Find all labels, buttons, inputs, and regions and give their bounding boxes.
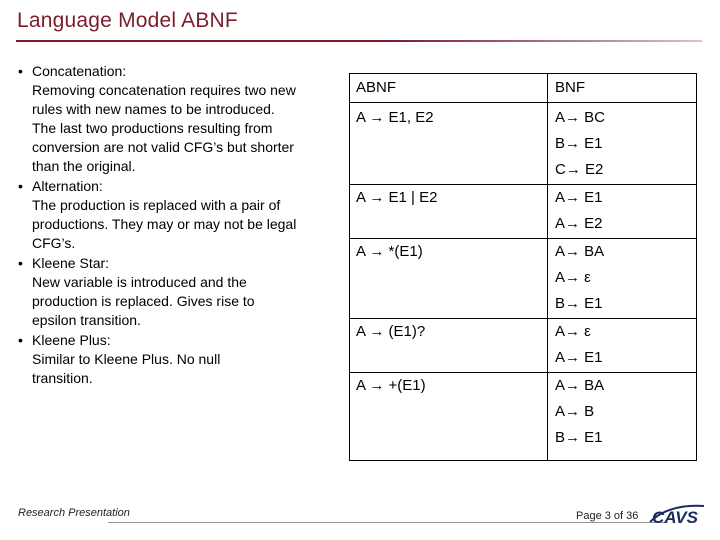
bnf-rule: C→ E2	[555, 161, 604, 178]
bnf-rule: A→ B	[555, 403, 595, 420]
slide-title: Language Model ABNF	[17, 9, 238, 32]
footer-rule	[108, 522, 668, 523]
row-divider	[350, 102, 696, 103]
abnf-alternation: A → E1 | E2	[356, 189, 438, 206]
bnf-rule: A→ BA	[555, 377, 605, 394]
title-underline	[16, 40, 702, 42]
abnf-concatenation: A → E1, E2	[356, 109, 434, 126]
bnf-rule: A→ E2	[555, 215, 603, 232]
bullet-alternation	[16, 177, 316, 253]
abnf-bnf-table	[349, 73, 697, 461]
bnf-rule: B→ E1	[555, 429, 603, 446]
bullet-heading: Kleene Plus:	[32, 332, 111, 348]
bullet-heading: Kleene Star:	[32, 255, 110, 271]
bullet-description: The production is replaced with a pair of productions. They may or may not be legal CFG’s.	[32, 197, 297, 251]
bullet-dot: •	[18, 63, 23, 79]
abnf-kleene-plus: A → +(E1)	[356, 377, 426, 394]
bullet-dot: •	[18, 255, 23, 271]
cavs-logo	[648, 502, 706, 528]
bnf-rule: B→ E1	[555, 135, 603, 152]
bnf-rule: A→ ε	[555, 323, 591, 340]
bullet-kleene-plus	[16, 331, 316, 388]
bnf-rule: A→ BC	[555, 109, 606, 126]
column-divider	[547, 74, 548, 460]
bnf-rule: A→ E1	[555, 189, 603, 206]
bnf-rule: A→ E1	[555, 349, 603, 366]
logo-text: CAVS	[652, 508, 698, 527]
bullet-heading: Alternation:	[32, 178, 103, 194]
bullet-dot: •	[18, 332, 23, 348]
bullet-description: Removing concatenation requires two new rules with new names to be introduced. The last two productions resulting from conversion are not valid CFG’s but shorter than the original.	[32, 82, 296, 174]
bullet-list	[16, 62, 316, 389]
bullet-concatenation	[16, 62, 316, 176]
header-abnf: ABNF	[356, 79, 397, 96]
abnf-optional: A → (E1)?	[356, 323, 426, 340]
bnf-rule: A→ BA	[555, 243, 605, 260]
bullet-description: Similar to Kleene Plus. No null transition.	[32, 351, 221, 386]
bnf-rule: A→ ε	[555, 269, 591, 286]
footer-label: Research Presentation	[18, 507, 130, 519]
bullet-description: New variable is introduced and the production is replaced. Gives rise to epsilon transition.	[32, 274, 255, 328]
bullet-dot: •	[18, 178, 23, 194]
page-number: Page 3 of 36	[576, 510, 639, 522]
bullet-kleene-star	[16, 254, 316, 330]
abnf-kleene-star: A → *(E1)	[356, 243, 423, 260]
bnf-rule: B→ E1	[555, 295, 603, 312]
header-bnf: BNF	[555, 79, 585, 96]
bullet-heading: Concatenation:	[32, 63, 127, 79]
